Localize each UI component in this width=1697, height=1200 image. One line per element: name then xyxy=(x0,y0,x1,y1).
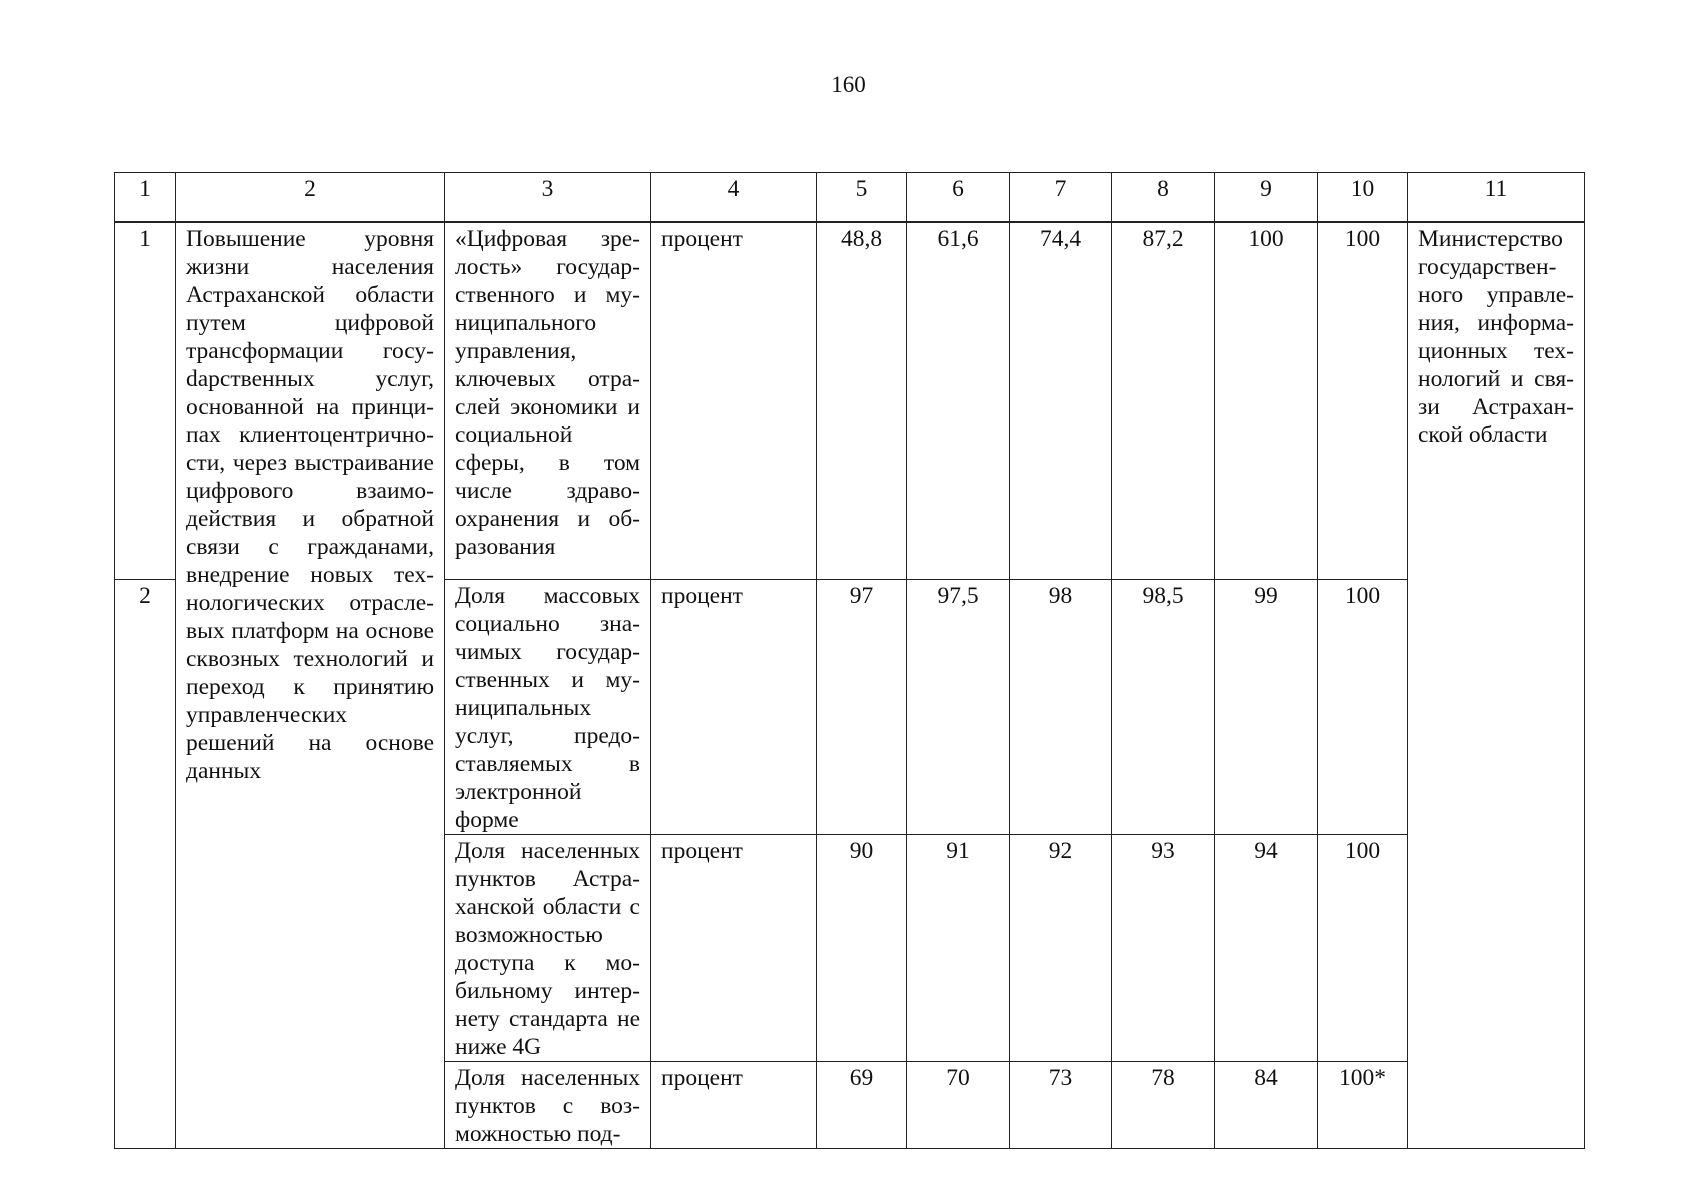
unit-cell: процент xyxy=(651,579,817,834)
value-cell: 92 xyxy=(1010,834,1112,1061)
value-cell: 97,5 xyxy=(907,579,1010,834)
header-cell: 3 xyxy=(445,173,651,223)
value-cell: 78 xyxy=(1112,1061,1215,1148)
row-number: 2 xyxy=(115,579,176,1148)
value-cell: 98,5 xyxy=(1112,579,1215,834)
indicator-cell: «Цифровая зрелость» государственного и муниципального управления, ключевых отраслей экономики и социальной сферы, в том числе здравоохранения и образования xyxy=(445,222,651,579)
header-cell: 6 xyxy=(907,173,1010,223)
value-cell: 90 xyxy=(817,834,907,1061)
value-cell: 99 xyxy=(1215,579,1318,834)
value-cell: 93 xyxy=(1112,834,1215,1061)
value-cell: 98 xyxy=(1010,579,1112,834)
header-cell: 8 xyxy=(1112,173,1215,223)
indicators-table xyxy=(114,172,1585,1149)
header-cell: 7 xyxy=(1010,173,1112,223)
indicator-cell: Доля населенных пунктов с возможностью под- xyxy=(445,1061,651,1148)
header-row xyxy=(115,173,1585,223)
value-cell: 74,4 xyxy=(1010,222,1112,579)
value-cell: 61,6 xyxy=(907,222,1010,579)
indicator-cell: Доля массовых социально значимых государственных и муниципальных услуг, предоставляемых в электронной форме xyxy=(445,579,651,834)
header-cell: 4 xyxy=(651,173,817,223)
header-cell: 2 xyxy=(176,173,445,223)
value-cell: 100 xyxy=(1318,834,1408,1061)
value-cell: 84 xyxy=(1215,1061,1318,1148)
header-cell: 10 xyxy=(1318,173,1408,223)
header-cell: 9 xyxy=(1215,173,1318,223)
header-cell: 1 xyxy=(115,173,176,223)
value-cell: 48,8 xyxy=(817,222,907,579)
value-cell: 73 xyxy=(1010,1061,1112,1148)
value-cell: 91 xyxy=(907,834,1010,1061)
value-cell: 97 xyxy=(817,579,907,834)
header-cell: 5 xyxy=(817,173,907,223)
page-number: 160 xyxy=(831,72,866,97)
header-cell: 11 xyxy=(1408,173,1585,223)
value-cell: 100 xyxy=(1215,222,1318,579)
value-cell: 87,2 xyxy=(1112,222,1215,579)
value-cell: 70 xyxy=(907,1061,1010,1148)
value-cell: 100 xyxy=(1318,579,1408,834)
unit-cell: процент xyxy=(651,222,817,579)
indicator-cell: Доля населенных пунктов Астраханской области с возможностью доступа к мобильному интернету стандарта не ниже 4G xyxy=(445,834,651,1061)
row-number: 1 xyxy=(115,222,176,579)
unit-cell: процент xyxy=(651,1061,817,1148)
value-cell: 100 xyxy=(1318,222,1408,579)
unit-cell: процент xyxy=(651,834,817,1061)
table-row xyxy=(115,222,1585,579)
responsible-cell: Министерство государственного управления, информационных технологий и связи Астраханской области xyxy=(1408,222,1585,1148)
value-cell: 69 xyxy=(817,1061,907,1148)
value-cell: 94 xyxy=(1215,834,1318,1061)
value-cell: 100* xyxy=(1318,1061,1408,1148)
goal-cell: Повышение уровня жизни населения Астраханской области путем цифровой трансформации госуdарственных услуг, основанной на принципах клиентоцентричности, через выстраивание цифрового взаимодействия и обратной связи с гражданами, внедрение новых технологических отраслевых платформ на основе сквозных технологий и переход к принятию управленческих решений на основе данных xyxy=(176,222,445,1148)
